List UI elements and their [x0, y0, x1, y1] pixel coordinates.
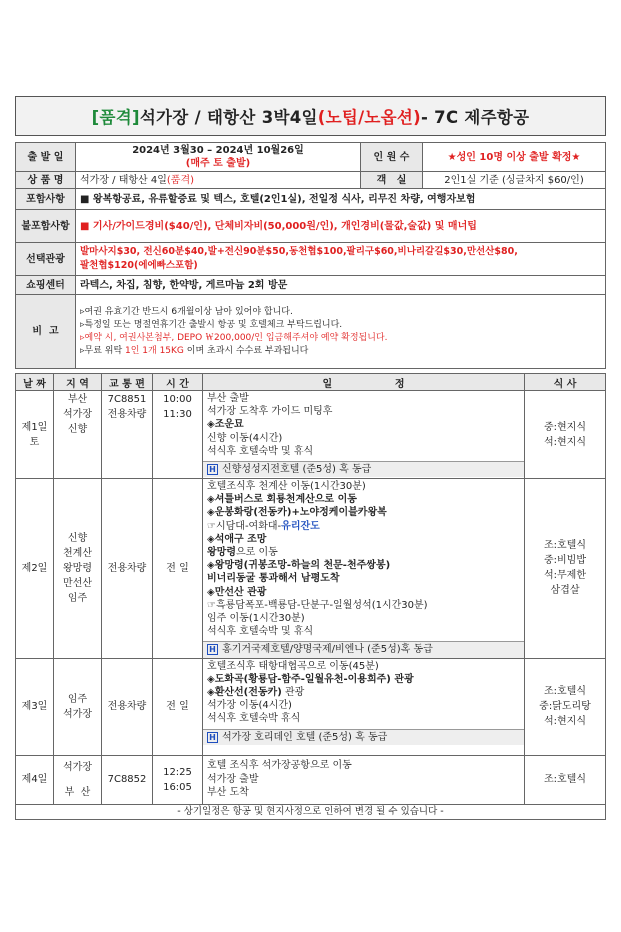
header-meals: 식 사 — [525, 374, 606, 391]
note-baggage: ▹무료 위탁 1인 1개 15KG 이며 초과시 수수료 부과됩니다 — [80, 345, 309, 356]
title-badge: (노팁/노옵션) — [317, 108, 421, 127]
header-date: 날 짜 — [16, 374, 54, 391]
hotel-info: H 신향성성지전호텔 (준5성) 혹 동급 — [203, 461, 524, 477]
product-value: 석가장 / 태항산 4일 — [80, 174, 167, 186]
hotel-info: H 홍기거국제호텔/양명국제/비엔나 (준5성)혹 동급 — [203, 641, 524, 657]
excluded-value: ■ 기사/가이드경비($40/인), 단체비자비(50,000원/인), 개인경비(물값,술값) 및 매너팁 — [76, 210, 606, 243]
excluded-label: 불포함사항 — [16, 210, 76, 243]
note-holiday: ▹특정일 또는 명절연휴기간 출발시 항공 및 호텔체크 부탁드립니다. — [80, 319, 343, 330]
page-title — [15, 96, 606, 136]
title-main: 석가장 / 태항산 3박4일 — [139, 108, 318, 127]
hotel-info: H 석가장 호리데인 호텔 (준5성) 혹 동급 — [203, 729, 524, 745]
hotel-icon: H — [207, 732, 218, 743]
header-itinerary: 일 정 — [203, 374, 525, 391]
departure-sub: (매주 토 출발) — [185, 158, 251, 169]
departure-label: 출 발 일 — [16, 143, 76, 172]
pax-value: ★성인 10명 이상 출발 확정★ — [423, 143, 606, 172]
product-label: 상 품 명 — [16, 172, 76, 189]
hotel-icon: H — [207, 464, 218, 475]
option-line-2: 팔천협$120(에에빠스포함) — [80, 260, 198, 271]
room-label: 객 실 — [361, 172, 423, 189]
day-row: 제3일 임주 석가장 전용차량 전 일 호텔조식후 태항대협곡으로 이동(45분) ◈도화곡(황룡담-함주-일월유천-이용희주) 관광 ◈환산선(전동카) 관광 석가장 이동(4시간) 석식후 호텔숙박 휴식 H 석가장 호리데인 호텔 (준5성) 혹 동급 조:호텔식 중:닭도리탕 석:현지식 — [16, 658, 606, 755]
included-value: ■ 왕복항공료, 유류할증료 및 텍스, 호텔(2인1실), 전일정 식사, 리무진 차량, 여행자보험 — [76, 189, 606, 210]
pax-label: 인 원 수 — [361, 143, 423, 172]
info-table — [15, 142, 606, 369]
note-deposit: ▹예약 시, 여권사본첨부, DEPO ￦200,000/인 입금해주셔야 예약 확정됩니다. — [80, 332, 388, 343]
day-row: 제4일 석가장 부 산 7C8852 12:25 16:05 호텔 조식후 석가장공항으로 이동 석가장 출발 부산 도착 조:호텔식 — [16, 755, 606, 804]
title-tag: [품격] — [91, 108, 140, 127]
note-label: 비 고 — [16, 295, 76, 369]
header-region: 지 역 — [54, 374, 102, 391]
note-passport: ▹여권 유효기간 반드시 6개월이상 남아 있어야 합니다. — [80, 306, 293, 317]
shopping-value: 라텍스, 차집, 침향, 한약방, 게르마늄 2회 방문 — [76, 276, 606, 295]
room-value: 2인1실 기준 (싱글차지 $60/인) — [423, 172, 606, 189]
itinerary-document — [15, 96, 606, 820]
departure-value: 2024년 3월30 – 2024년 10월26일 — [132, 145, 304, 156]
header-time: 시 간 — [153, 374, 203, 391]
header-transport: 교 통 편 — [102, 374, 153, 391]
schedule-table — [15, 373, 606, 805]
included-label: 포함사항 — [16, 189, 76, 210]
schedule-footer-note: - 상기일정은 항공 및 현지사정으로 인하여 변경 될 수 있습니다 - — [15, 805, 606, 820]
option-label: 선택관광 — [16, 243, 76, 276]
hotel-icon: H — [207, 644, 218, 655]
day-row: 제2일 신향 천계산 왕망령 만선산 임주 전용차량 전 일 호텔조식후 천계산 이동(1시간30분) ◈셔틀버스로 회룡천계산으로 이동 ◈운봉화랑(전동카)+노야정케이블카왕복 ☞시담대-여화대-유리잔도 ◈석애구 조망 왕망령으로 이동 ◈왕망령(귀봉조망-하늘의 천문-천주쌍봉) 비너리동굴 통과해서 남평도착 ◈만선산 관광 ☞흑룡담폭포-백룡담-단분구-일월성석(1시간30분) 임주 이동(1시간30분) 석식후 호텔숙박 및 휴식 H 홍기거국제호텔/양명국제/비엔나 (준5성)혹 동급 조:호텔식 중:비빔밥 석:무제한 삼겹살 — [16, 479, 606, 659]
product-tag: (품격) — [166, 174, 195, 186]
shopping-label: 쇼핑센터 — [16, 276, 76, 295]
option-line-1: 발마사지$30, 전신60분$40,발+전신90분$50,동천협$100,팔리구$60,비나리갈길$30,만선산$80, — [80, 246, 518, 257]
day-row: 제1일 토 부산 석가장 신향 7C8851 전용차량 10:00 11:30 부산 출발 석가장 도착후 가이드 미팅후 ◈조운묘 신향 이동(4시간) 석식후 호텔숙박 및 휴식 H 신향성성지전호텔 (준5성) 혹 동급 중:현지식 석:현지식 — [16, 391, 606, 479]
title-tail: - 7C 제주항공 — [420, 108, 530, 127]
